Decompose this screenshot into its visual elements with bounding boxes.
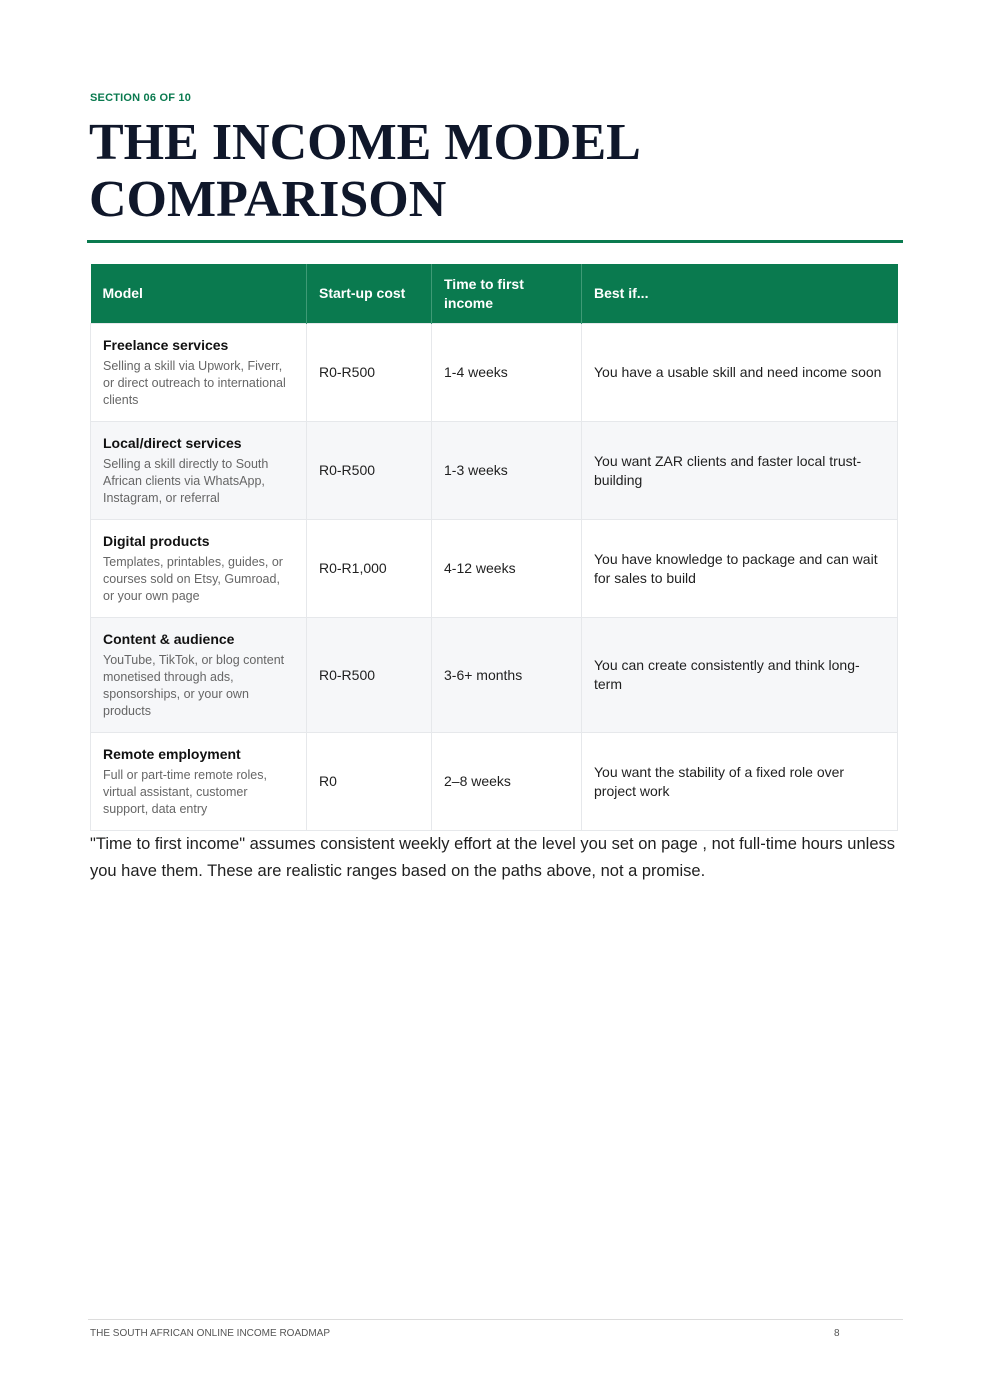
time-to-income-cell: 1-3 weeks bbox=[432, 422, 582, 520]
time-to-income-cell: 4-12 weeks bbox=[432, 520, 582, 618]
table-header-row bbox=[91, 264, 898, 324]
time-to-income-cell: 2–8 weeks bbox=[432, 733, 582, 831]
income-comparison-table bbox=[90, 264, 898, 831]
model-cell bbox=[91, 733, 307, 831]
best-if-cell: You want ZAR clients and faster local trust-building bbox=[582, 422, 898, 520]
model-description: Full or part-time remote roles, virtual assistant, customer support, data entry bbox=[103, 768, 267, 816]
footer-divider bbox=[88, 1319, 903, 1320]
table-footnote: "Time to first income" assumes consistent weekly effort at the level you set on page , not full-time hours unless you have them. These are realistic ranges based on the paths above, not a promise. bbox=[90, 835, 896, 880]
startup-cost-cell: R0-R500 bbox=[307, 324, 432, 422]
footer-document-title: THE SOUTH AFRICAN ONLINE INCOME ROADMAP bbox=[90, 1328, 331, 1339]
column-header-model: Model bbox=[91, 264, 307, 324]
model-name: Digital products bbox=[103, 533, 210, 549]
section-label: SECTION 06 OF 10 bbox=[90, 92, 192, 104]
model-description: Templates, printables, guides, or courses sold on Etsy, Gumroad, or your own page bbox=[103, 555, 283, 603]
time-to-income-cell: 3-6+ months bbox=[432, 618, 582, 733]
table-row bbox=[91, 520, 898, 618]
startup-cost-cell: R0-R500 bbox=[307, 618, 432, 733]
model-cell bbox=[91, 324, 307, 422]
page-number: 8 bbox=[834, 1328, 840, 1339]
table-row bbox=[91, 618, 898, 733]
time-to-income-cell: 1-4 weeks bbox=[432, 324, 582, 422]
title-divider bbox=[87, 240, 903, 243]
best-if-cell: You want the stability of a fixed role over project work bbox=[582, 733, 898, 831]
best-if-cell: You can create consistently and think long-term bbox=[582, 618, 898, 733]
column-header-startup-cost: Start-up cost bbox=[307, 264, 432, 324]
startup-cost-cell: R0-R500 bbox=[307, 422, 432, 520]
best-if-cell: You have a usable skill and need income soon bbox=[582, 324, 898, 422]
model-description: YouTube, TikTok, or blog content monetised through ads, sponsorships, or your own products bbox=[103, 653, 285, 718]
table-row bbox=[91, 422, 898, 520]
model-name: Content & audience bbox=[103, 631, 235, 647]
column-header-best-if: Best if... bbox=[582, 264, 898, 324]
model-name: Local/direct services bbox=[103, 435, 242, 451]
model-cell bbox=[91, 520, 307, 618]
table-row bbox=[91, 324, 898, 422]
model-cell bbox=[91, 618, 307, 733]
page-title: THE INCOME MODEL COMPARISON bbox=[89, 114, 638, 228]
best-if-cell: You have knowledge to package and can wait for sales to build bbox=[582, 520, 898, 618]
model-description: Selling a skill directly to South African clients via WhatsApp, Instagram, or referral bbox=[103, 457, 269, 505]
startup-cost-cell: R0-R1,000 bbox=[307, 520, 432, 618]
model-cell bbox=[91, 422, 307, 520]
model-name: Remote employment bbox=[103, 746, 241, 762]
table-row bbox=[91, 733, 898, 831]
model-description: Selling a skill via Upwork, Fiverr, or direct outreach to international clients bbox=[103, 359, 286, 407]
model-name: Freelance services bbox=[103, 337, 229, 353]
column-header-time-to-first-income: Time to first income bbox=[432, 264, 582, 324]
startup-cost-cell: R0 bbox=[307, 733, 432, 831]
